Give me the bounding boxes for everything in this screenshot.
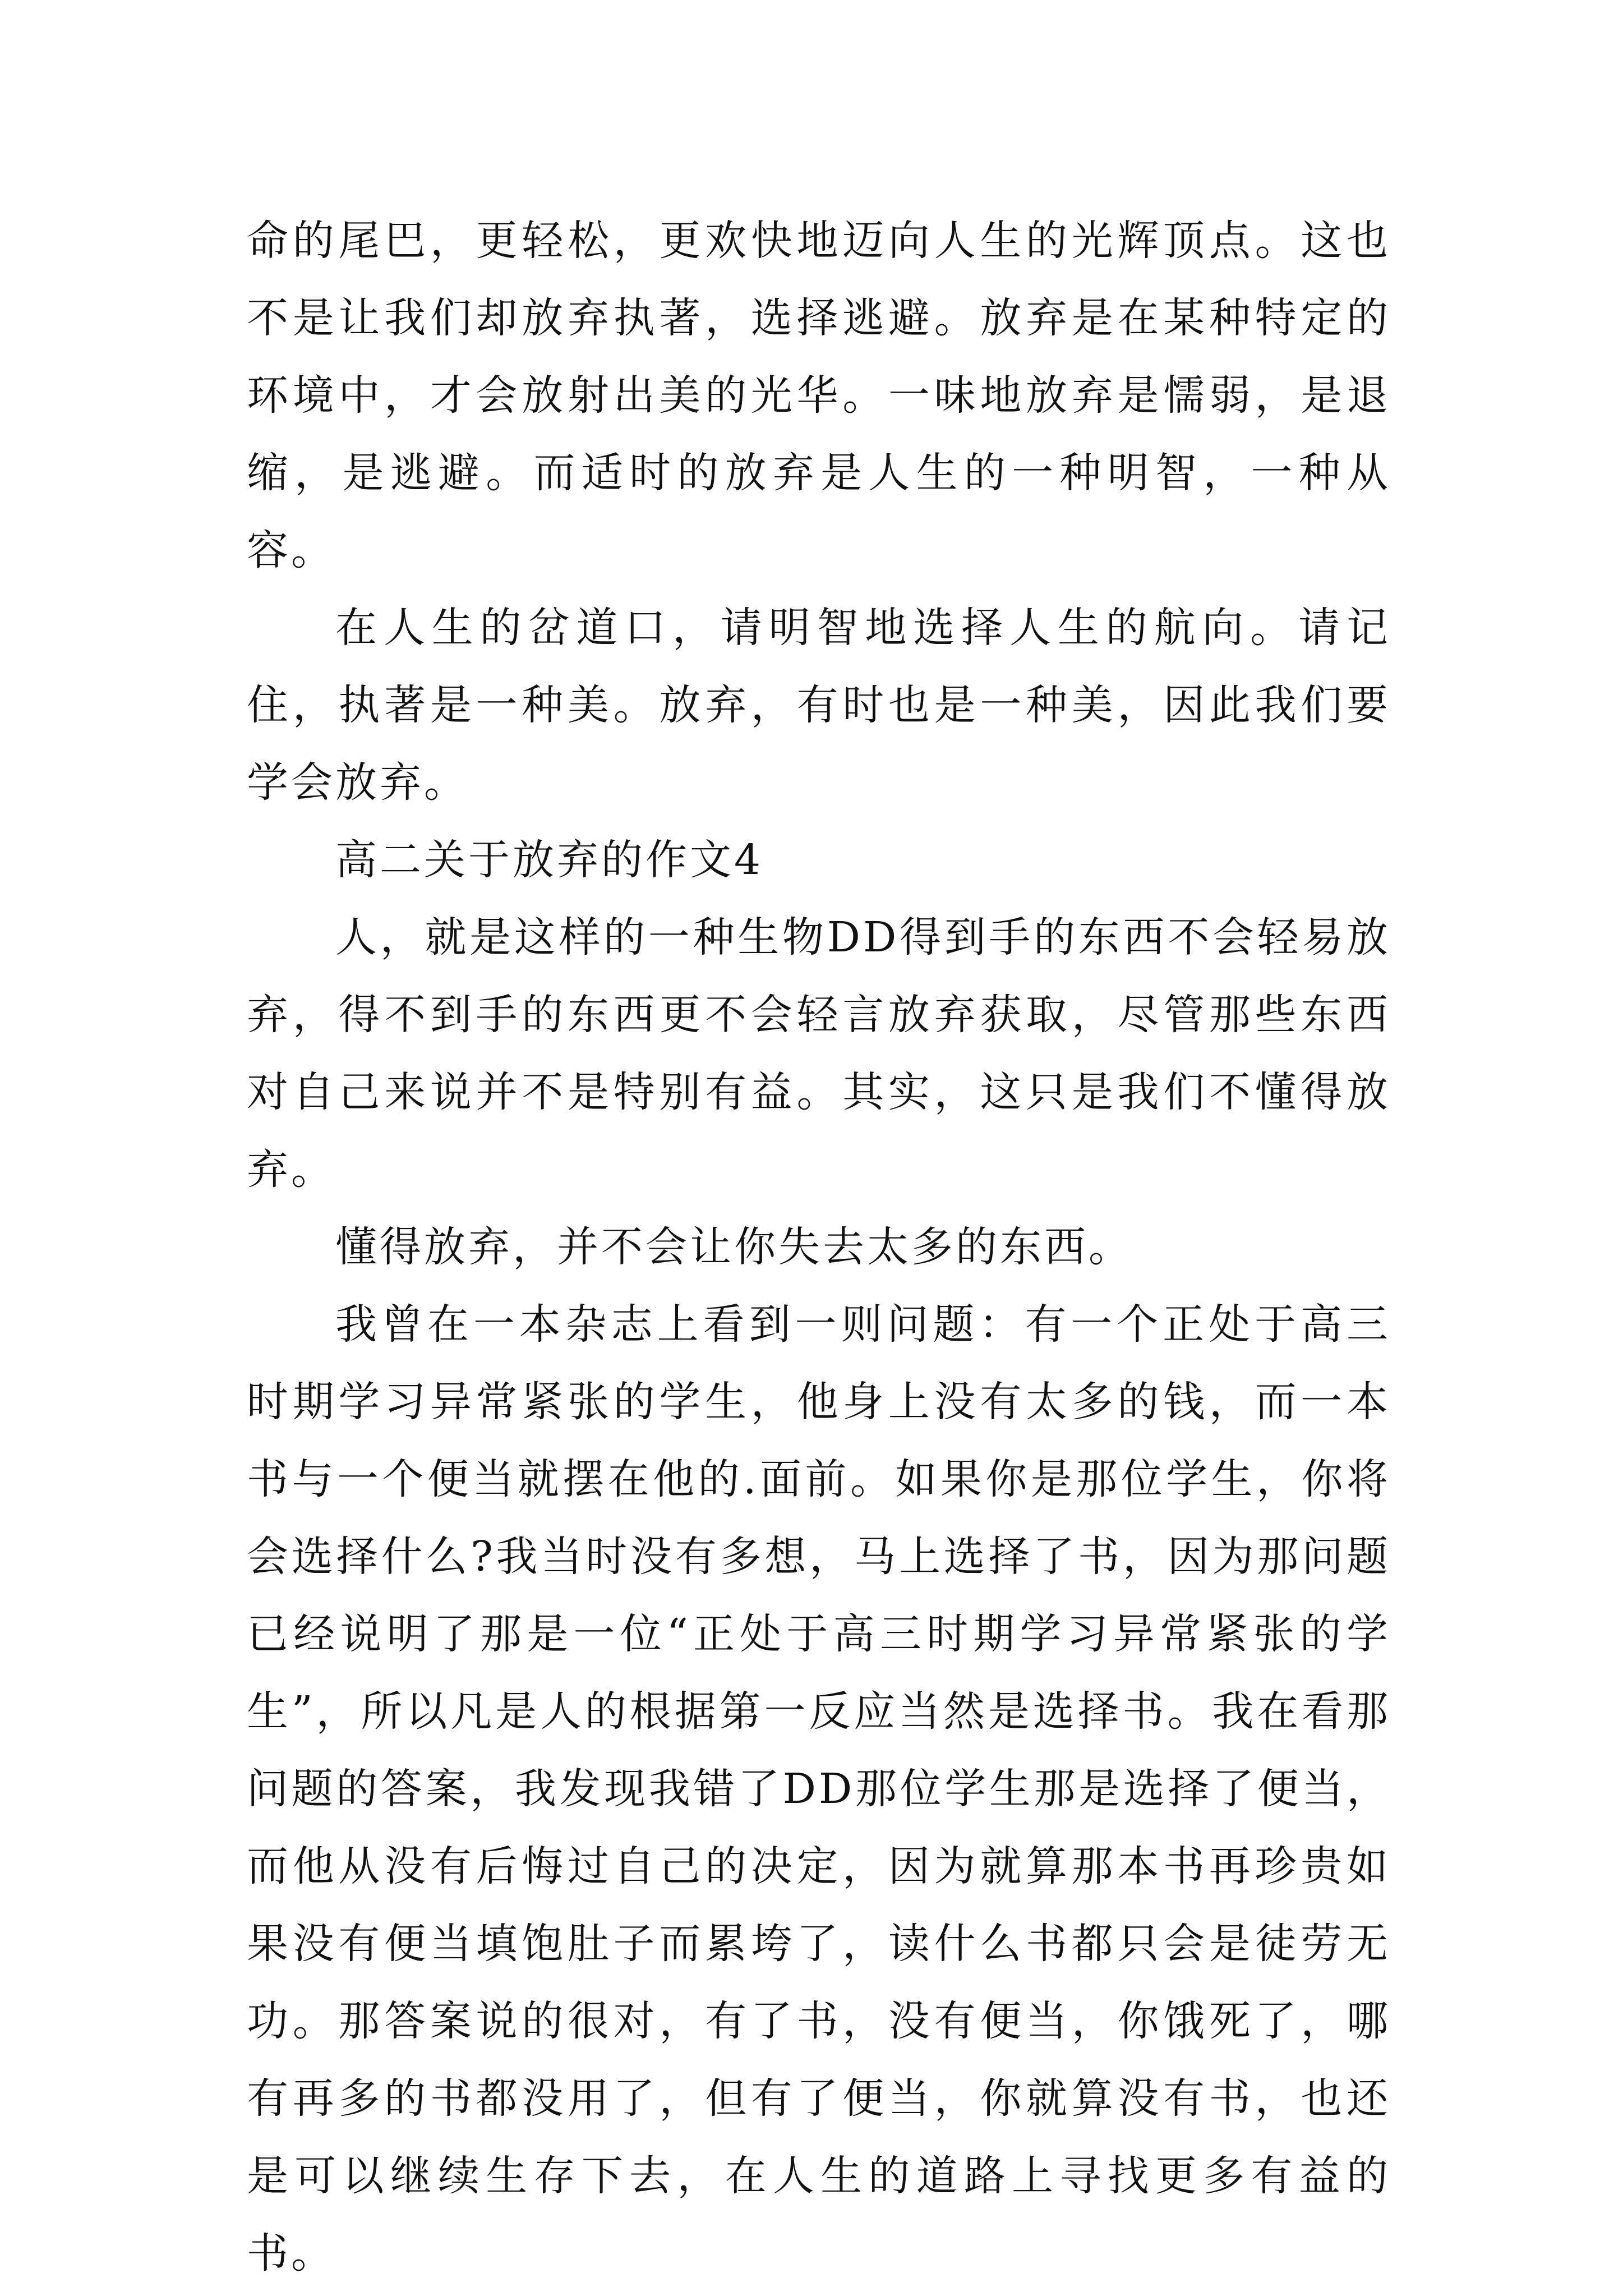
paragraph-1: 命的尾巴，更轻松，更欢快地迈向人生的光辉顶点。这也不是让我们却放弃执著，选择逃避。放弃是在某种特定的环境中，才会放射出美的光华。一味地放弃是懦弱，是退缩，是逃避。而适时的放弃是人生的一种明智，一种从容。 bbox=[247, 217, 1391, 574]
essay-body bbox=[247, 202, 1391, 2292]
paragraph-5: 我曾在一本杂志上看到一则问题：有一个正处于高三时期学习异常紧张的学生，他身上没有太多的钱，而一本书与一个便当就摆在他的.面前。如果你是那位学生，你将会选择什么?我当时没有多想，马上选择了书，因为那问题已经说明了那是一位“正处于高三时期学习异常紧张的学生”，所以凡是人的根据第一反应当然是选择书。我在看那问题的答案，我发现我错了DD那位学生那是选择了便当，而他从没有后悔过自己的决定，因为就算那本书再珍贵如果没有便当填饱肚子而累垮了，读什么书都只会是徒劳无功。那答案说的很对，有了书，没有便当，你饿死了，哪有再多的书都没用了，但有了便当，你就算没有书，也还是可以继续生存下去，在人生的道路上寻找更多有益的书。 bbox=[247, 1300, 1391, 2277]
paragraph-3: 人，就是这样的一种生物DD得到手的东西不会轻易放弃，得不到手的东西更不会轻言放弃获取，尽管那些东西对自己来说并不是特别有益。其实，这只是我们不懂得放弃。 bbox=[247, 913, 1391, 1194]
paragraph-2: 在人生的岔道口，请明智地选择人生的航向。请记住，执著是一种美。放弃，有时也是一种美，因此我们要学会放弃。 bbox=[247, 604, 1391, 807]
essay-heading: 高二关于放弃的作文4 bbox=[335, 836, 764, 884]
paragraph-4: 懂得放弃，并不会让你失去太多的东西。 bbox=[335, 1223, 1133, 1271]
